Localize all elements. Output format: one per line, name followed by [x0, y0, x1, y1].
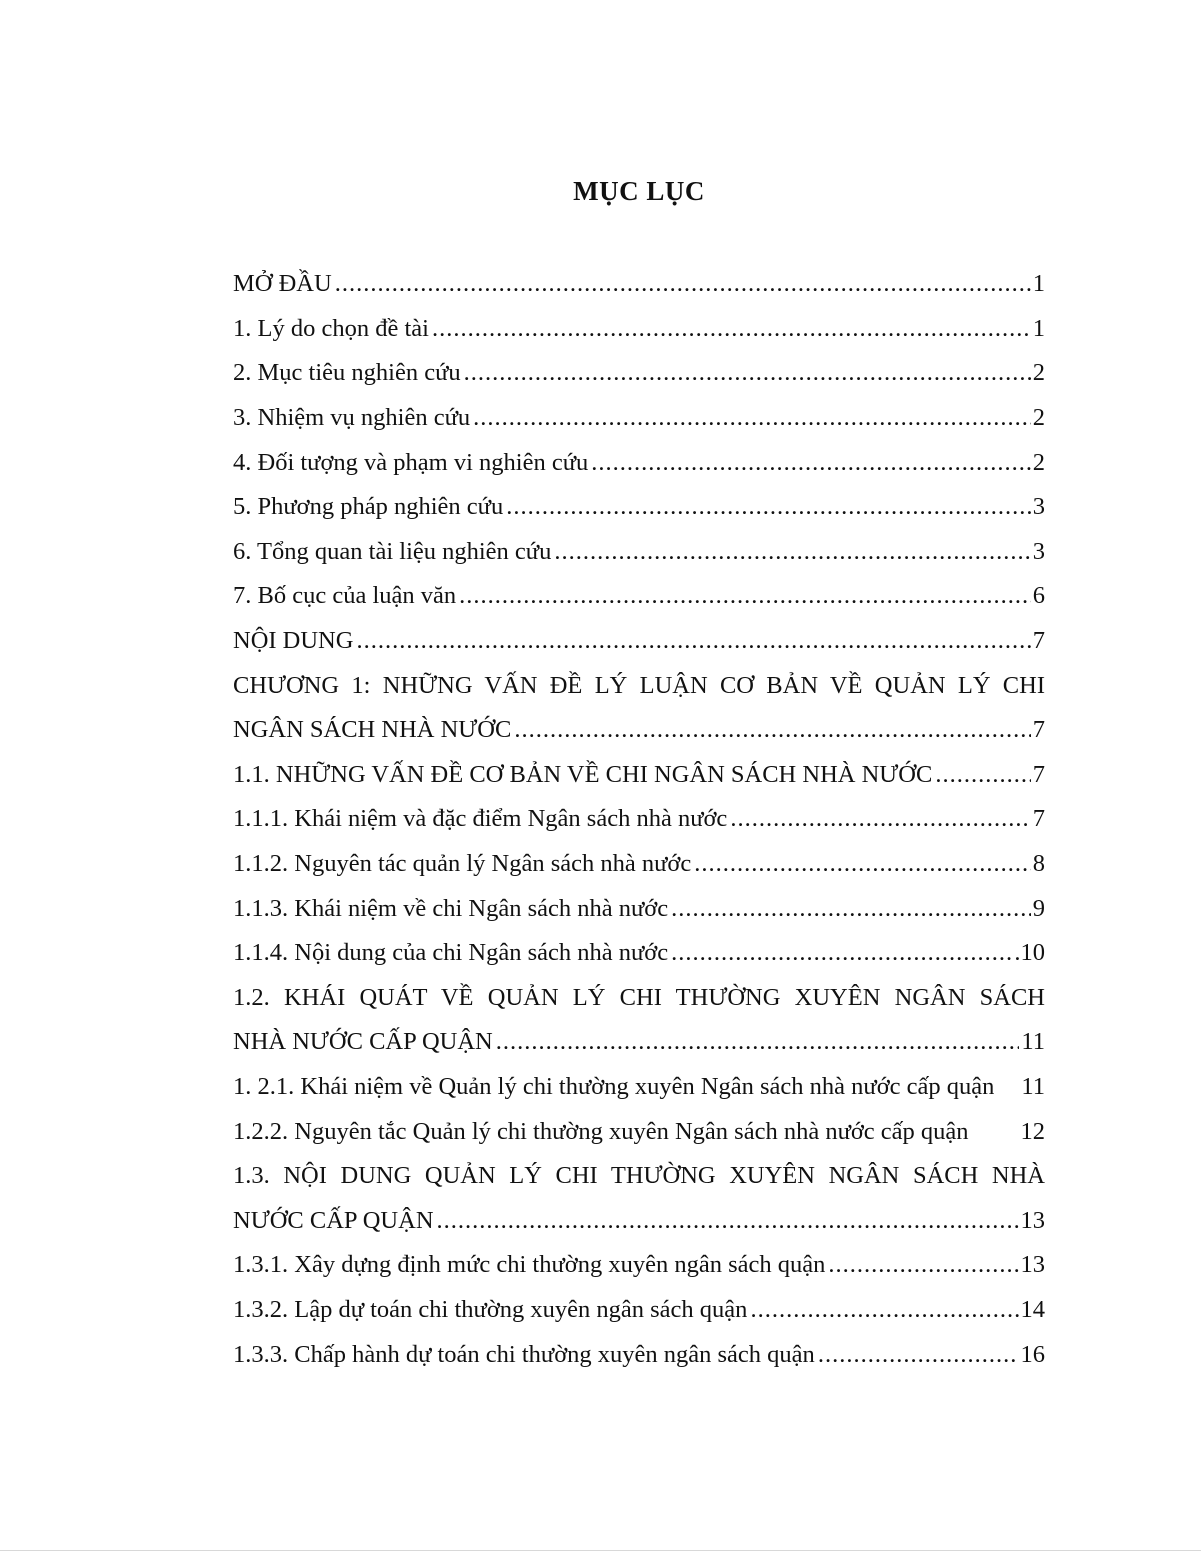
toc-leader-dots: [473, 404, 1031, 432]
toc-entry-page-number: 13: [1020, 1251, 1045, 1279]
toc-entry[interactable]: [233, 931, 1045, 976]
toc-entry-label: 5. Phương pháp nghiên cứu: [233, 493, 504, 521]
toc-entry-page-number: 9: [1032, 894, 1045, 922]
toc-entry[interactable]: [233, 1154, 1045, 1199]
toc-entry-label: 1. Lý do chọn đề tài: [233, 314, 429, 342]
toc-leader-dots: [432, 315, 1031, 343]
toc-leader-dots: [437, 1207, 1019, 1235]
toc-leader-dots: [694, 850, 1030, 878]
toc-entry-label: 2. Mục tiêu nghiên cứu: [233, 359, 461, 387]
toc-entry-page-number: 6: [1032, 582, 1045, 610]
toc-leader-dots: [671, 895, 1031, 923]
toc-entry-label: NGÂN SÁCH NHÀ NƯỚC: [233, 716, 512, 744]
toc-entry-label: 1.2.2. Nguyên tắc Quản lý chi thường xuyên Ngân sách nhà nước cấp quận: [233, 1117, 969, 1145]
toc-entry-page-number: 7: [1032, 627, 1045, 655]
toc-entry-page-number: 2: [1032, 448, 1045, 476]
toc-entry-label: CHƯƠNG 1: NHỮNG VẤN ĐỀ LÝ LUẬN CƠ BẢN VỀ QUẢN LÝ CHI: [233, 671, 1045, 699]
toc-entry-label: 6. Tổng quan tài liệu nghiên cứu: [233, 537, 552, 565]
toc-entry[interactable]: [233, 485, 1045, 530]
toc-leader-dots: [514, 716, 1030, 744]
toc-entry[interactable]: [233, 797, 1045, 842]
toc-entry[interactable]: [233, 619, 1045, 664]
table-of-contents: [233, 262, 1045, 1377]
toc-entry-page-number: 7: [1032, 805, 1045, 833]
page-title: MỤC LỤC: [573, 176, 705, 206]
toc-entry-page-number: 7: [1032, 716, 1045, 744]
toc-entry-page-number: 3: [1032, 537, 1045, 565]
toc-leader-dots: [671, 939, 1012, 967]
toc-entry-page-number: 11: [1021, 1028, 1045, 1056]
toc-entry[interactable]: [233, 753, 1045, 798]
toc-entry-label: 1.3.2. Lập dự toán chi thường xuyên ngân sách quận: [233, 1295, 748, 1323]
toc-entry-page-number: 2: [1032, 404, 1045, 432]
toc-entry-page-number: 8: [1032, 850, 1045, 878]
toc-entry-label: NỘI DUNG: [233, 627, 354, 655]
toc-entry-label: 1.1.4. Nội dung của chi Ngân sách nhà nước: [233, 939, 669, 967]
toc-leader-dots: [935, 761, 1030, 789]
toc-entry-page-number: .10: [1014, 939, 1045, 967]
toc-leader-dots: [730, 805, 1030, 833]
toc-entry[interactable]: [233, 842, 1045, 887]
toc-entry[interactable]: [233, 530, 1045, 575]
toc-entry[interactable]: [233, 1198, 1045, 1243]
toc-entry[interactable]: [233, 1109, 1045, 1154]
toc-leader-dots: [554, 538, 1030, 566]
toc-leader-dots: [506, 493, 1031, 521]
toc-entry-page-number: 1: [1032, 270, 1045, 298]
toc-entry-label: 4. Đối tượng và phạm vi nghiên cứu: [233, 448, 589, 476]
toc-entry-page-number: 12: [1020, 1117, 1045, 1145]
toc-entry[interactable]: [233, 1243, 1045, 1288]
toc-entry[interactable]: [233, 262, 1045, 307]
toc-entry-label: NƯỚC CẤP QUẬN: [233, 1206, 434, 1234]
toc-entry-label: 1.3.1. Xây dựng định mức chi thường xuyên ngân sách quận: [233, 1251, 826, 1279]
toc-entry-label: 1. 2.1. Khái niệm về Quản lý chi thường xuyên Ngân sách nhà nước cấp quận: [233, 1072, 995, 1100]
toc-entry-label: 7. Bố cục của luận văn: [233, 582, 457, 610]
toc-entry-label: 1.1.1. Khái niệm và đặc điểm Ngân sách nhà nước: [233, 805, 728, 833]
toc-entry[interactable]: [233, 886, 1045, 931]
toc-entry-label: 1.3.3. Chấp hành dự toán chi thường xuyên ngân sách quận: [233, 1340, 815, 1368]
toc-entry[interactable]: [233, 1288, 1045, 1333]
toc-entry[interactable]: [233, 708, 1045, 753]
toc-entry-label: 1.2. KHÁI QUÁT VỀ QUẢN LÝ CHI THƯỜNG XUYÊN NGÂN SÁCH: [233, 983, 1045, 1011]
toc-entry-label: NHÀ NƯỚC CẤP QUẬN: [233, 1028, 493, 1056]
toc-leader-dots: [591, 449, 1031, 477]
toc-entry-label: 1.1. NHỮNG VẤN ĐỀ CƠ BẢN VỀ CHI NGÂN SÁCH NHÀ NƯỚC: [233, 760, 933, 788]
toc-entry[interactable]: [233, 1332, 1045, 1377]
toc-entry-label: 1.1.2. Nguyên tác quản lý Ngân sách nhà nước: [233, 850, 692, 878]
toc-entry-page-number: 1: [1032, 314, 1045, 342]
toc-leader-dots: [828, 1251, 1018, 1279]
toc-entry[interactable]: [233, 1020, 1045, 1065]
toc-entry-page-number: 13: [1020, 1206, 1045, 1234]
toc-leader-dots: [496, 1028, 1020, 1056]
toc-entry-label: MỞ ĐẦU: [233, 270, 332, 298]
toc-leader-dots: [459, 582, 1031, 610]
toc-entry[interactable]: [233, 1065, 1045, 1110]
toc-entry-page-number: 3: [1032, 493, 1045, 521]
toc-leader-dots: [335, 270, 1031, 298]
toc-entry[interactable]: [233, 976, 1045, 1021]
toc-entry[interactable]: [233, 440, 1045, 485]
toc-entry-page-number: 2: [1032, 359, 1045, 387]
toc-leader-dots: [750, 1296, 1018, 1324]
toc-entry-page-number: 14: [1020, 1295, 1045, 1323]
toc-entry-page-number: 11: [1021, 1072, 1045, 1100]
toc-entry[interactable]: [233, 663, 1045, 708]
toc-entry[interactable]: [233, 307, 1045, 352]
page-bottom-divider: [0, 1550, 1201, 1551]
toc-leader-dots: [356, 627, 1030, 655]
toc-entry-label: 3. Nhiệm vụ nghiên cứu: [233, 404, 471, 432]
toc-entry-page-number: 7: [1032, 760, 1045, 788]
toc-entry[interactable]: [233, 574, 1045, 619]
toc-leader-dots: [464, 359, 1031, 387]
toc-leader-dots: [818, 1341, 1019, 1369]
toc-entry-label: 1.3. NỘI DUNG QUẢN LÝ CHI THƯỜNG XUYÊN NGÂN SÁCH NHÀ: [233, 1162, 1045, 1190]
toc-entry-label: 1.1.3. Khái niệm về chi Ngân sách nhà nước: [233, 894, 669, 922]
toc-entry[interactable]: [233, 351, 1045, 396]
toc-entry[interactable]: [233, 396, 1045, 441]
toc-entry-page-number: 16: [1020, 1340, 1045, 1368]
